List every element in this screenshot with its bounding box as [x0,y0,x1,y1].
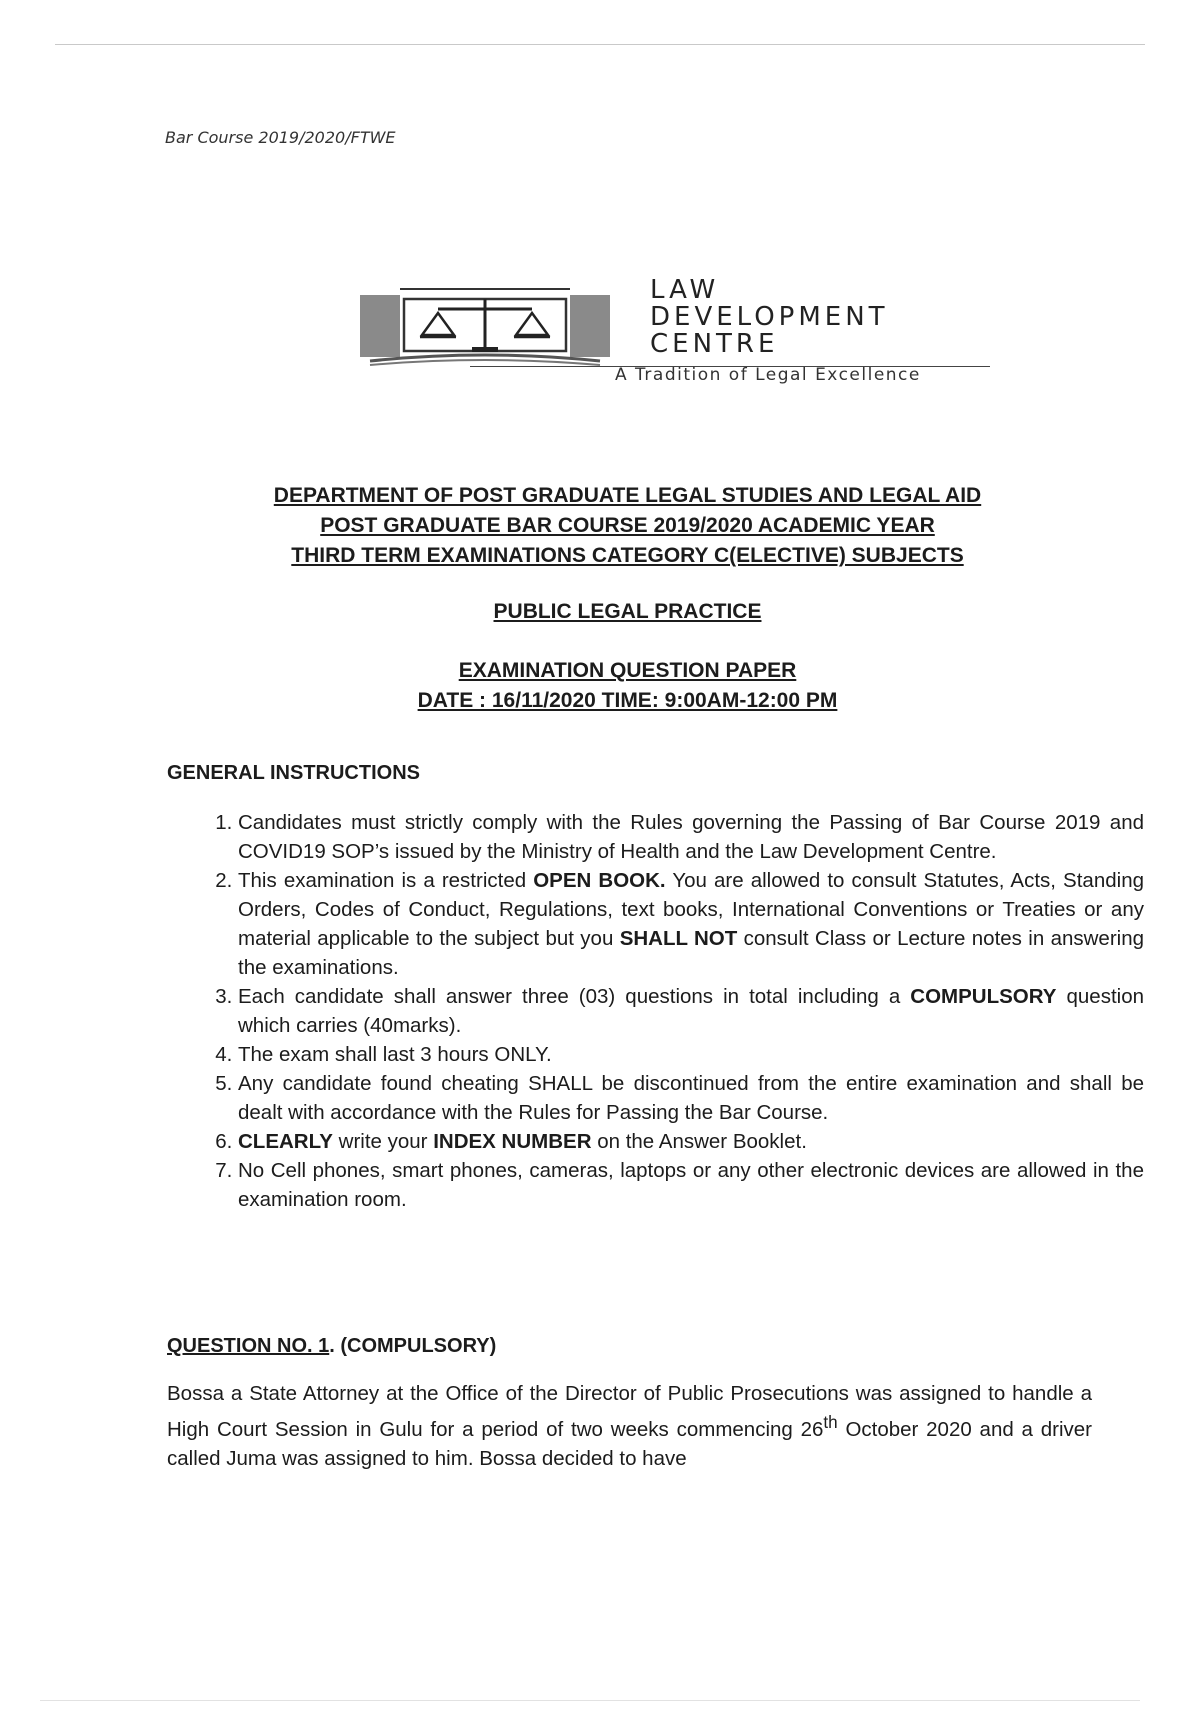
course-reference: Bar Course 2019/2020/FTWE [165,128,396,147]
instruction-text: write your [332,1130,434,1153]
instruction-text: This examination is a restricted [238,869,534,892]
instructions-list [186,808,1144,1214]
instruction-emphasis: OPEN BOOK. [533,869,666,892]
scales-of-justice-book-icon [360,285,610,367]
question-1-text: Bossa a State Attorney at the Office of the Director of Public Prosecutions was assigned to handle a High Court Session in Gulu for a period of two weeks commencing 26 [167,1382,1092,1441]
exam-category-title: THIRD TERM EXAMINATIONS CATEGORY C(ELECTIVE) SUBJECTS [291,544,964,567]
department-title: DEPARTMENT OF POST GRADUATE LEGAL STUDIES AND LEGAL AID [273,484,982,507]
instruction-item [238,808,1144,866]
instruction-text: Candidates must strictly comply with the Rules governing the Passing of Bar Course 2019 and COVID19 SOP’s issued by the Ministry of Health and the Law Development Centre. [238,811,1144,863]
question-1-text-continued: October 2020 and a driver called Juma was assigned to him. Bossa decided to have [167,1417,1092,1470]
instruction-item [238,1156,1144,1214]
scan-edge-bottom [40,1700,1140,1701]
instruction-emphasis: COMPULSORY [910,985,1057,1008]
instruction-item [238,982,1144,1040]
subject-title: PUBLIC LEGAL PRACTICE [493,600,762,623]
instruction-text: on the Answer Booklet. [591,1130,807,1153]
instruction-text: The exam shall last 3 hours ONLY. [238,1043,552,1066]
question-1-number: QUESTION NO. 1 [167,1335,330,1357]
instruction-text: You are allowed to consult Statutes, Acts, Standing Orders, Codes of Conduct, Regulations, text books, International Conventions or Treaties or any material applicable to the subject but you [238,869,1144,950]
exam-titles [150,481,1105,716]
logo-tagline: A Tradition of Legal Excellence [615,365,921,385]
instructions-heading: GENERAL INSTRUCTIONS [167,762,420,784]
instruction-text: consult Class or Lecture notes in answering the examinations. [238,927,1145,979]
instruction-text: Each candidate shall answer three (03) questions in total including a [238,985,911,1008]
logo-name-line-3: CENTRE [650,329,779,359]
logo-name-line-1: LAW [650,275,720,305]
instruction-emphasis: INDEX NUMBER [433,1130,592,1153]
scan-edge-top [55,44,1145,45]
question-1-label: . (COMPULSORY) [329,1335,497,1357]
instruction-text: Any candidate found cheating SHALL be discontinued from the entire examination and shall be dealt with accordance with the Rules for Passing the Bar Course. [238,1072,1144,1124]
instruction-item [238,1040,1144,1069]
paper-title: EXAMINATION QUESTION PAPER [458,659,797,682]
course-title: POST GRADUATE BAR COURSE 2019/2020 ACADEMIC YEAR [320,514,935,537]
instruction-emphasis: SHALL NOT [619,927,738,950]
logo-name [650,277,889,358]
instruction-text: question which carries (40marks). [238,985,1144,1037]
logo-name-line-2: DEVELOPMENT [650,302,889,332]
instruction-text: No Cell phones, smart phones, cameras, laptops or any other electronic devices are allowed in the examination room. [238,1159,1144,1211]
instruction-item [238,1069,1144,1127]
instruction-item [238,1127,1144,1156]
instruction-item [238,866,1144,982]
date-time: DATE : 16/11/2020 TIME: 9:00AM-12:00 PM [417,689,838,712]
question-1-heading [167,1335,496,1358]
question-1-body [167,1379,1092,1473]
institution-logo [360,277,1040,389]
instruction-emphasis: CLEARLY [238,1130,333,1153]
ordinal-suffix: th [823,1413,838,1432]
